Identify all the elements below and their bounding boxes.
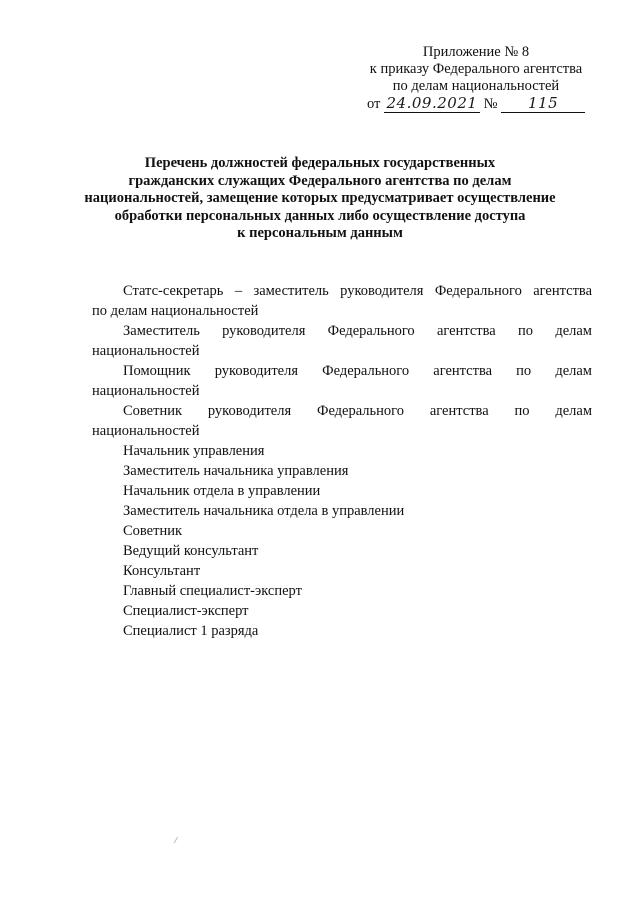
number-prefix: № (483, 96, 498, 112)
list-item: Ведущий консультант (123, 543, 259, 559)
list-item: Заместитель начальника отдела в управлении (123, 503, 405, 519)
document-heading (70, 155, 570, 243)
order-date-field (384, 96, 480, 113)
list-item: Помощник руководителя Федерального агентства по делам национальностей (92, 363, 592, 399)
heading-line: обработки персональных данных либо осуществление доступа (114, 207, 526, 224)
list-item: Специалист-эксперт (123, 603, 249, 619)
positions-list (92, 281, 592, 641)
list-item: Статс-секретарь – заместитель руководителя Федерального агентства по делам национальностей (92, 283, 592, 319)
list-item: Консультант (123, 563, 201, 579)
order-number-field (501, 96, 585, 113)
list-item: Заместитель начальника управления (123, 463, 349, 479)
list-item: Советник руководителя Федерального агентства по делам национальностей (92, 403, 592, 439)
order-date-number-row (352, 96, 600, 113)
scan-mark (174, 837, 184, 847)
order-number-handwritten: 115 (527, 94, 559, 112)
heading-line: Перечень должностей федеральных государственных (144, 155, 496, 171)
attachment-block (352, 44, 600, 113)
heading-line: национальностей, замещение которых предусматривает осуществление (84, 190, 556, 206)
list-item: Советник (123, 523, 183, 539)
order-date-handwritten: 24.09.2021 (386, 94, 478, 112)
attachment-order-line: к приказу Федерального агентства (369, 61, 583, 77)
list-item: Специалист 1 разряда (123, 623, 259, 639)
list-item: Главный специалист-эксперт (123, 583, 302, 599)
heading-line: к персональным данным (237, 225, 403, 241)
attachment-agency-line: по делам национальностей (392, 78, 560, 94)
list-item: Заместитель руководителя Федерального агентства по делам национальностей (92, 323, 592, 359)
list-item: Начальник отдела в управлении (123, 483, 321, 499)
from-prefix: от (366, 96, 381, 112)
list-item: Начальник управления (123, 443, 265, 459)
attachment-title: Приложение № 8 (422, 44, 530, 60)
heading-line: гражданских служащих Федерального агентства по делам (128, 172, 512, 189)
